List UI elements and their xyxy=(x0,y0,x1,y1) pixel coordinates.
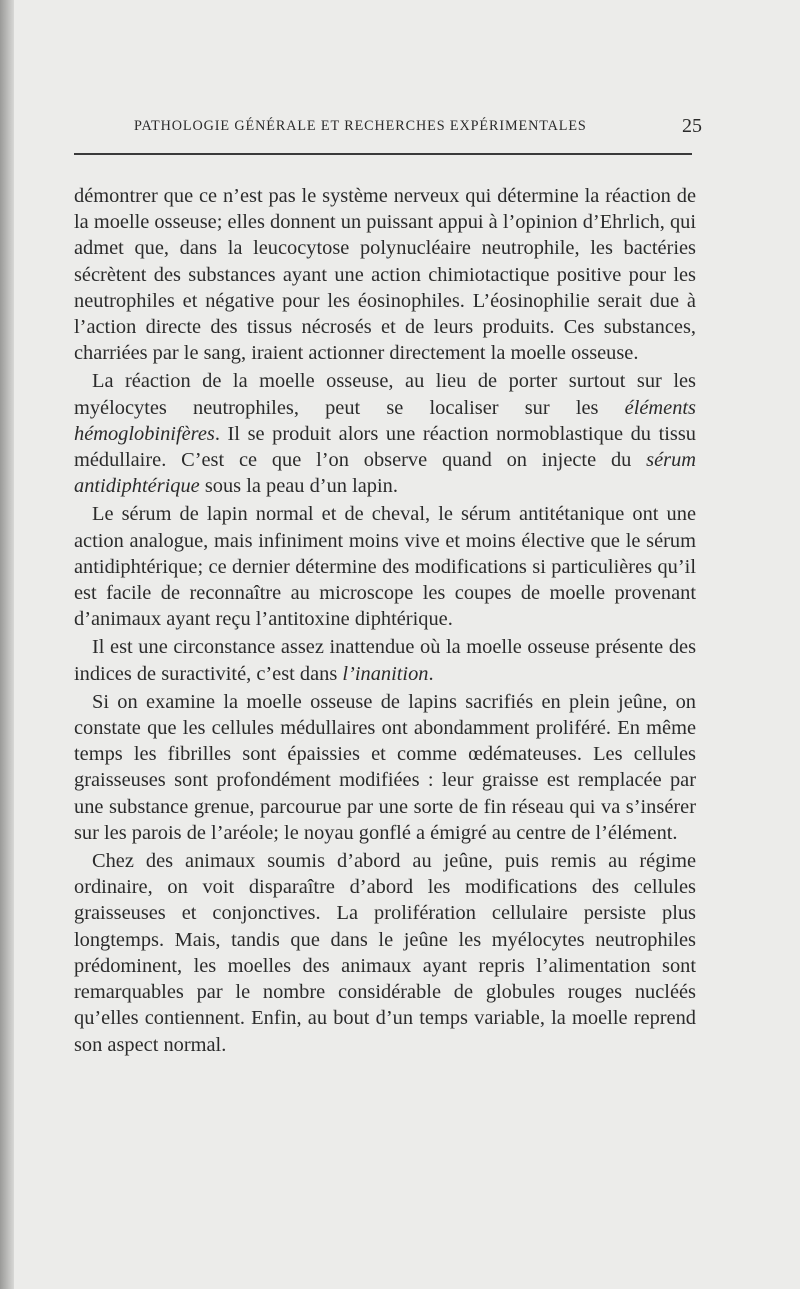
paragraph-4-part-b: . xyxy=(428,662,434,685)
italic-term-serum: sérum antidiphtérique xyxy=(74,449,696,498)
paragraph-5: Si on examine la moelle osseuse de lapins sacrifiés en plein jeûne, on constate que les cellules médullaires ont abondamment proliféré. En même temps les fibrilles sont épaissies et comme œdémateuses. Les cellules graisseuses sont profondément modifiées : leur graisse est remplacée par une substance grenue, parcourue par une sorte de fin réseau qui va s’insérer sur les parois de l’aréole; le noyau gonflé a émigré au centre de l’élément. xyxy=(74,690,696,844)
scan-edge xyxy=(0,0,14,1289)
paragraph-2-part-b: . Il se produit alors une réaction normoblastique du tissu médullaire. C’est ce que l’on observe quand on injecte du xyxy=(74,422,696,472)
paragraph-2 xyxy=(74,368,696,499)
page-number: 25 xyxy=(682,115,702,137)
header-rule xyxy=(74,153,692,155)
running-head: PATHOLOGIE GÉNÉRALE ET RECHERCHES EXPÉRIMENTALES xyxy=(134,118,587,134)
body-text xyxy=(74,183,696,1060)
paragraph-3: Le sérum de lapin normal et de cheval, le sérum antitétanique ont une action analogue, mais infiniment moins vive et moins élective que le sérum antidiphtérique; ce dernier détermine des modifications si particulières qu’il est facile de reconnaître au microscope les coupes de moelle provenant d’animaux ayant reçu l’antitoxine diphtérique. xyxy=(74,503,696,631)
paragraph-4 xyxy=(74,634,696,686)
paragraph-2-part-c: sous la peau d’un lapin. xyxy=(199,475,398,498)
paragraph-2-part-a: La réaction de la moelle osseuse, au lieu de porter surtout sur les myélocytes neutrophiles, peut se localiser sur les xyxy=(74,370,696,419)
paragraph-1: démontrer que ce n’est pas le système nerveux qui détermine la réaction de la moelle osseuse; elles donnent un puissant appui à l’opinion d’Ehrlich, qui admet que, dans la leucocytose polynucléaire neutrophile, les bactéries sécrètent des substances ayant une action chimiotactique positive pour les neutrophiles et négative pour les éosinophiles. L’éosinophilie serait due à l’action directe des tissus nécrosés et de leurs produits. Ces substances, charriées par le sang, iraient actionner directement la moelle osseuse. xyxy=(74,185,696,365)
paragraph-6: Chez des animaux soumis d’abord au jeûne, puis remis au régime ordinaire, on voit disparaître d’abord les modifications des cellules graisseuses et conjonctives. La prolifération cellulaire persiste plus longtemps. Mais, tandis que dans le jeûne les myélocytes neutrophiles prédominent, les moelles des animaux ayant repris l’alimentation sont remarquables par le nombre considérable de globules rouges nucléés qu’elles contiennent. Enfin, au bout d’un temps variable, la moelle reprend son aspect normal. xyxy=(74,850,696,1056)
italic-term-elements: éléments hémoglobinifères xyxy=(74,396,696,445)
italic-term-inanition: l’inanition xyxy=(342,662,429,685)
paragraph-4-part-a: Il est une circonstance assez inattendue où la moelle osseuse présente des indices de suractivité, c’est dans xyxy=(74,636,696,685)
page-header xyxy=(134,115,702,140)
